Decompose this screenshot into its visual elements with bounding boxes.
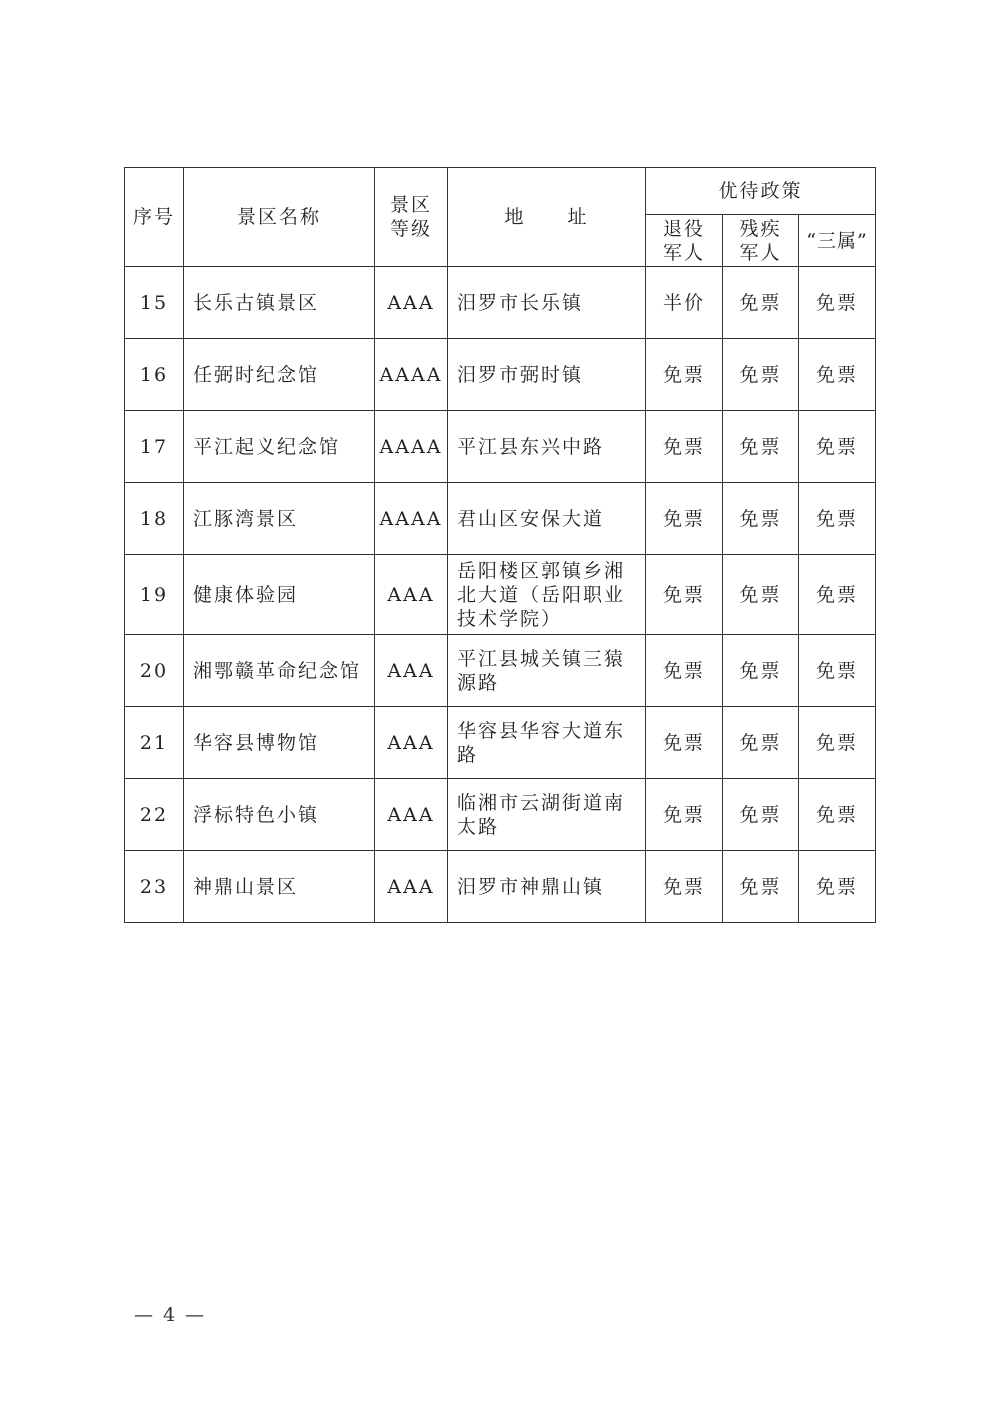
cell-veteran: 免票 [646,339,723,411]
page-number: — 4 — [134,1304,207,1326]
cell-disabled: 免票 [723,635,799,707]
header-veteran-line2: 军人 [662,241,705,264]
cell-grade: AAAA [375,339,448,411]
cell-name: 湘鄂赣革命纪念馆 [184,635,375,707]
cell-veteran: 免票 [646,851,723,923]
cell-family: 免票 [799,555,876,635]
cell-veteran: 免票 [646,707,723,779]
table-row [125,779,876,851]
cell-name: 健康体验园 [184,555,375,635]
scenic-spots-table [124,167,876,923]
cell-address: 汨罗市神鼎山镇 [448,851,646,923]
cell-disabled: 免票 [723,267,799,339]
cell-no: 23 [125,851,184,923]
cell-address: 平江县东兴中路 [448,411,646,483]
table-row [125,339,876,411]
cell-name: 神鼎山景区 [184,851,375,923]
cell-disabled: 免票 [723,555,799,635]
cell-grade: AAA [375,555,448,635]
cell-disabled: 免票 [723,707,799,779]
header-family: “三属” [799,215,876,267]
cell-family: 免票 [799,851,876,923]
cell-no: 16 [125,339,184,411]
cell-disabled: 免票 [723,483,799,555]
cell-veteran: 免票 [646,483,723,555]
cell-address: 华容县华容大道东路 [448,707,646,779]
cell-disabled: 免票 [723,779,799,851]
cell-disabled: 免票 [723,339,799,411]
cell-family: 免票 [799,267,876,339]
table-row [125,707,876,779]
cell-family: 免票 [799,339,876,411]
header-veteran-line1: 退役 [662,217,705,240]
cell-address: 汨罗市长乐镇 [448,267,646,339]
table-row [125,851,876,923]
cell-veteran: 半价 [646,267,723,339]
table-row [125,635,876,707]
header-veteran [646,215,723,267]
cell-veteran: 免票 [646,779,723,851]
cell-family: 免票 [799,635,876,707]
cell-disabled: 免票 [723,851,799,923]
header-name: 景区名称 [184,168,375,267]
header-disabled-line2: 军人 [739,241,782,264]
table-row [125,483,876,555]
cell-disabled: 免票 [723,411,799,483]
cell-name: 华容县博物馆 [184,707,375,779]
cell-no: 17 [125,411,184,483]
cell-name: 任弼时纪念馆 [184,339,375,411]
table-row [125,555,876,635]
cell-grade: AAAA [375,411,448,483]
cell-no: 15 [125,267,184,339]
header-grade [375,168,448,267]
cell-address: 岳阳楼区郭镇乡湘北大道（岳阳职业技术学院） [448,555,646,635]
cell-family: 免票 [799,707,876,779]
cell-name: 长乐古镇景区 [184,267,375,339]
cell-name: 江豚湾景区 [184,483,375,555]
header-grade-line2: 等级 [389,218,432,240]
cell-address: 君山区安保大道 [448,483,646,555]
cell-grade: AAAA [375,483,448,555]
cell-no: 19 [125,555,184,635]
cell-no: 20 [125,635,184,707]
cell-grade: AAA [375,635,448,707]
cell-address: 临湘市云湖街道南太路 [448,779,646,851]
header-no: 序号 [125,168,184,267]
cell-family: 免票 [799,779,876,851]
cell-veteran: 免票 [646,555,723,635]
cell-no: 22 [125,779,184,851]
cell-grade: AAA [375,851,448,923]
header-disabled-line1: 残疾 [739,217,782,240]
cell-grade: AAA [375,707,448,779]
cell-veteran: 免票 [646,635,723,707]
table-row [125,411,876,483]
cell-address: 汨罗市弼时镇 [448,339,646,411]
header-disabled [723,215,799,267]
cell-family: 免票 [799,411,876,483]
table-row [125,267,876,339]
cell-no: 18 [125,483,184,555]
cell-address: 平江县城关镇三猿源路 [448,635,646,707]
cell-no: 21 [125,707,184,779]
header-policy: 优待政策 [646,168,876,215]
cell-family: 免票 [799,483,876,555]
cell-name: 平江起义纪念馆 [184,411,375,483]
cell-veteran: 免票 [646,411,723,483]
cell-name: 浮标特色小镇 [184,779,375,851]
header-grade-line1: 景区 [389,194,432,216]
header-address: 地 址 [448,168,646,267]
cell-grade: AAA [375,779,448,851]
cell-grade: AAA [375,267,448,339]
